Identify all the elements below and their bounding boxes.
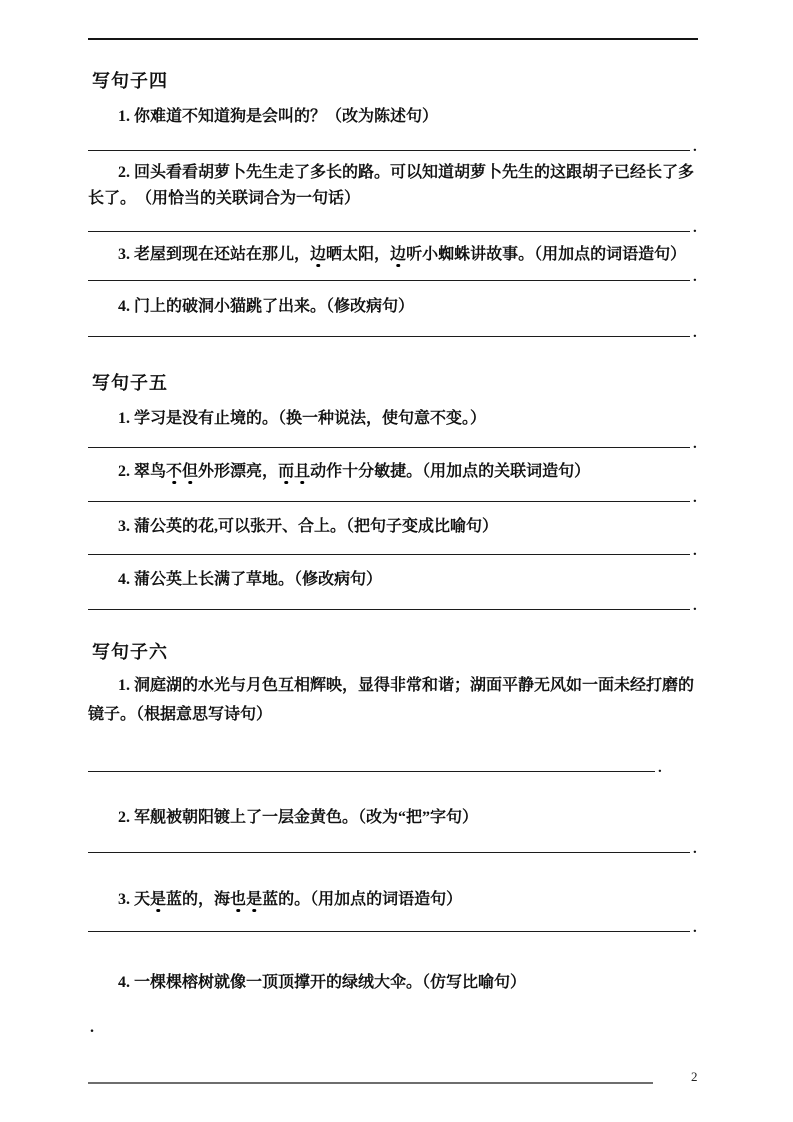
exercise-text-line: 3. 天是蓝的，海也是蓝的。（用加点的词语造句） (118, 891, 463, 908)
section-heading-6: 写句子六 (92, 642, 168, 662)
exercise-5-4 (88, 567, 704, 593)
exercise-6-1 (88, 671, 704, 729)
answer-blank (88, 133, 697, 155)
exercise-text-line: 2. 军舰被朝阳镀上了一层金黄色。（改为“把”字句） (118, 809, 479, 826)
answer-blank (88, 914, 697, 936)
exercise-4-2 (88, 160, 704, 212)
exercise-text-line: 3. 蒲公英的花,可以张开、合上。（把句子变成比喻句） (118, 518, 499, 535)
trailing-period: . (693, 543, 697, 559)
answer-blank (88, 319, 697, 341)
answer-line (88, 429, 690, 448)
exercise-text-line: 4. 蒲公英上长满了草地。（修改病句） (118, 571, 383, 588)
answer-blank (88, 484, 697, 506)
top-rule (88, 38, 698, 40)
answer-blank (88, 754, 662, 776)
trailing-period: . (693, 490, 697, 506)
answer-blank (88, 214, 697, 236)
trailing-period: . (693, 436, 697, 452)
answer-line (88, 318, 690, 337)
answer-line (88, 913, 690, 932)
trailing-period: . (693, 841, 697, 857)
trailing-period: . (693, 325, 697, 341)
exercise-5-2 (88, 459, 704, 485)
answer-line (88, 213, 690, 232)
exercise-6-3 (88, 887, 704, 913)
section-heading-5: 写句子五 (92, 373, 168, 393)
exercise-text-line: 1. 洞庭湖的水光与月色互相辉映，显得非常和谐；湖面平静无风如一面未经打磨的 (118, 677, 695, 694)
exercise-text-line: 1. 学习是没有止境的。（换一种说法，使句意不变。） (118, 410, 487, 427)
trailing-period: . (693, 139, 697, 155)
answer-line (88, 132, 690, 151)
stray-period: . (90, 1019, 94, 1036)
page-number: 2 (691, 1069, 698, 1084)
answer-blank (88, 537, 697, 559)
answer-blank (88, 263, 697, 285)
answer-line (88, 483, 690, 502)
exercise-text-line: 2. 回头看看胡萝卜先生走了多长的路。可以知道胡萝卜先生的这跟胡子已经长了多 (118, 164, 695, 181)
exercise-4-1 (88, 104, 704, 130)
exercise-text-line: 长了。 （用恰当的关联词合为一句话） (88, 190, 361, 207)
exercise-text-line: 2. 翠鸟不但外形漂亮，而且动作十分敏捷。（用加点的关联词造句） (118, 463, 591, 480)
exercise-text-line: 4. 一棵棵榕树就像一顶顶撑开的绿绒大伞。（仿写比喻句） (118, 974, 527, 991)
exercise-text-line: 镜子。（根据意思写诗句） (88, 706, 273, 723)
trailing-period: . (693, 269, 697, 285)
exercise-6-2 (88, 805, 704, 831)
answer-blank (88, 592, 697, 614)
trailing-period: . (693, 920, 697, 936)
exercise-4-4 (88, 294, 704, 320)
exercise-text-line: 1. 你难道不知道狗是会叫的？（改为陈述句） (118, 108, 439, 125)
exercise-text-line: 4. 门上的破洞小猫跳了出来。（修改病句） (118, 298, 415, 315)
section-heading-4: 写句子四 (92, 71, 168, 91)
footer-rule (88, 1082, 653, 1084)
trailing-period: . (693, 598, 697, 614)
answer-line (88, 753, 655, 772)
answer-line (88, 834, 690, 853)
answer-line (88, 262, 690, 281)
trailing-period: . (658, 760, 662, 776)
answer-blank (88, 430, 697, 452)
trailing-period: . (693, 220, 697, 236)
exercise-6-4 (88, 970, 704, 996)
answer-line (88, 591, 690, 610)
answer-blank (88, 835, 697, 857)
answer-line (88, 536, 690, 555)
exercise-text-line: 3. 老屋到现在还站在那儿，边晒太阳，边听小蜘蛛讲故事。（用加点的词语造句） (118, 246, 687, 263)
